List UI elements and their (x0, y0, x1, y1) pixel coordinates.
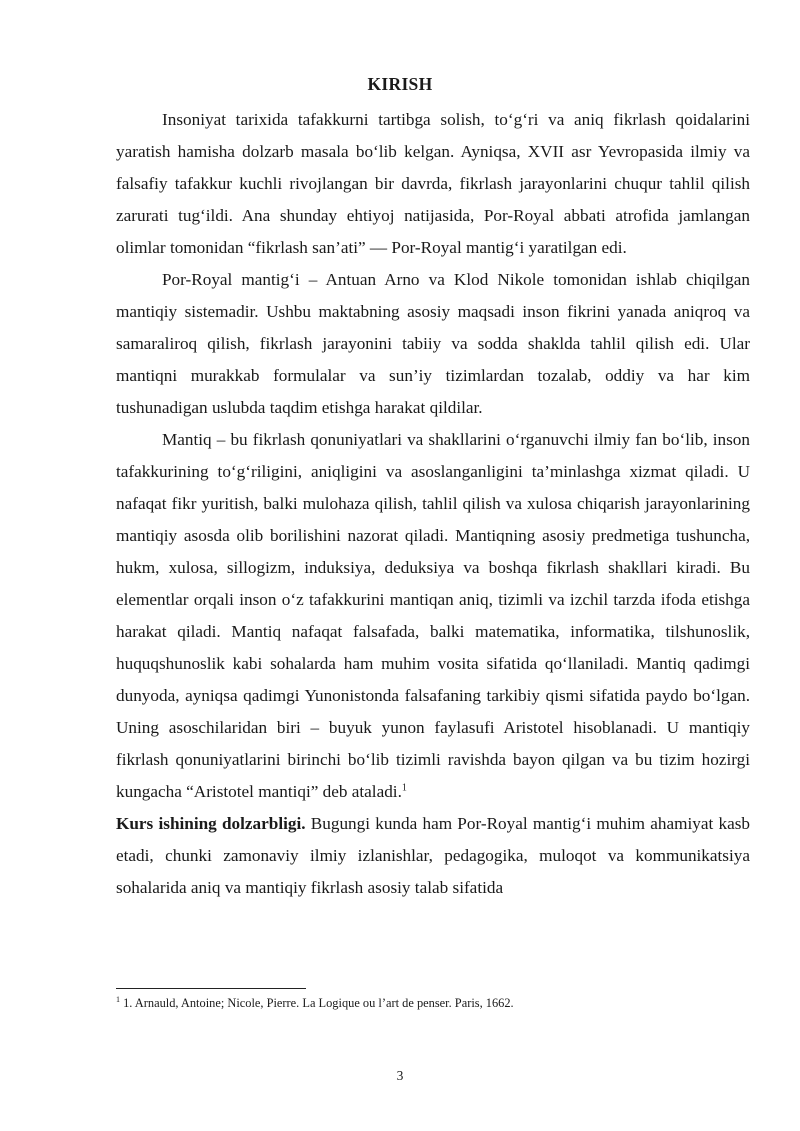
footnote (116, 995, 750, 1011)
footnote-reference: 1 (401, 782, 407, 794)
paragraph-relevance (116, 808, 750, 904)
page-number: 3 (396, 1068, 404, 1083)
paragraph-por-royal-text: Por-Royal mantig‘i – Antuan Arno va Klod Nikole tomonidan ishlab chiqilgan mantiqiy sistemadir. Ushbu maktabning asosiy maqsadi inson fikrini yanada aniqroq va samaraliroq qilish, fikrlash jarayonini tabiiy va sodda shaklda tahlil qilish edi. Ular mantiqni murakkab formulalar va sun’iy tizimlardan tozalab, oddiy va har kim tushunadigan uslubda taqdim etishga harakat qildilar. (116, 270, 750, 417)
paragraph-relevance-text: Bugungi kunda ham Por-Royal mantig‘i muhim ahamiyat kasb etadi, chunki zamonaviy ilmiy izlanishlar, pedagogika, muloqot va kommunikatsiya sohalarida aniq va mantiqiy fikrlash asosiy talab sifatida (116, 814, 750, 897)
paragraph-intro (116, 104, 750, 264)
body-text (116, 104, 750, 904)
footnote-separator (116, 988, 306, 989)
footnote-text: 1. Arnauld, Antoine; Nicole, Pierre. La Logique ou l’art de penser. Paris, 1662. (120, 996, 514, 1010)
section-title: KIRISH (367, 74, 433, 94)
paragraph-logic-definition-text: Mantiq – bu fikrlash qonuniyatlari va shakllarini o‘rganuvchi ilmiy fan bo‘lib, inson tafakkurining to‘g‘riligini, aniqligini va asoslanganligini ta’minlashga xizmat qiladi. U nafaqat fikr yuritish, balki mulohaza qilish, tahlil qilish va xulosa chiqarish jarayonlarining mantiqiy asosda olib borilishini nazorat qiladi. Mantiqning asosiy predmetiga tushuncha, hukm, xulosa, sillogizm, induksiya, deduksiya va boshqa fikrlash shakllari kiradi. Bu elementlar orqali inson o‘z tafakkurini mantiqan aniq, tizimli va izchil tarzda ifoda etishga harakat qiladi. Mantiq nafaqat falsafada, balki matematika, informatika, tilshunoslik, huquqshunoslik kabi sohalarda ham muhim vosita sifatida qo‘llaniladi. Mantiq qadimgi dunyoda, ayniqsa qadimgi Yunonistonda falsafaning tarkibiy qismi sifatida paydo bo‘lgan. Uning asoschilaridan biri – buyuk yunon faylasufi Aristotel hisoblanadi. U mantiqiy fikrlash qonuniyatlarini birinchi bo‘lib tizimli ravishda bayon qilgan va bu tizim hozirgi kungacha “Aristotel mantiqi” deb ataladi. (116, 430, 750, 801)
paragraph-por-royal (116, 264, 750, 424)
relevance-heading: Kurs ishining dolzarbligi. (116, 814, 306, 833)
footnote-marker: 1 (116, 994, 120, 1004)
paragraph-intro-text: Insoniyat tarixida tafakkurni tartibga solish, to‘g‘ri va aniq fikrlash qoidalarini yaratish hamisha dolzarb masala bo‘lib kelgan. Ayniqsa, XVII asr Yevropasida ilmiy va falsafiy tafakkur kuchli rivojlangan bir davrda, fikrlash jarayonlarini chuqur tahlil qilish zarurati tug‘ildi. Ana shunday ehtiyoj natijasida, Por-Royal abbati atrofida jamlangan olimlar tomonidan “fikrlash san’ati” — Por-Royal mantig‘i yaratilgan edi. (116, 110, 750, 257)
paragraph-logic-definition (116, 424, 750, 808)
